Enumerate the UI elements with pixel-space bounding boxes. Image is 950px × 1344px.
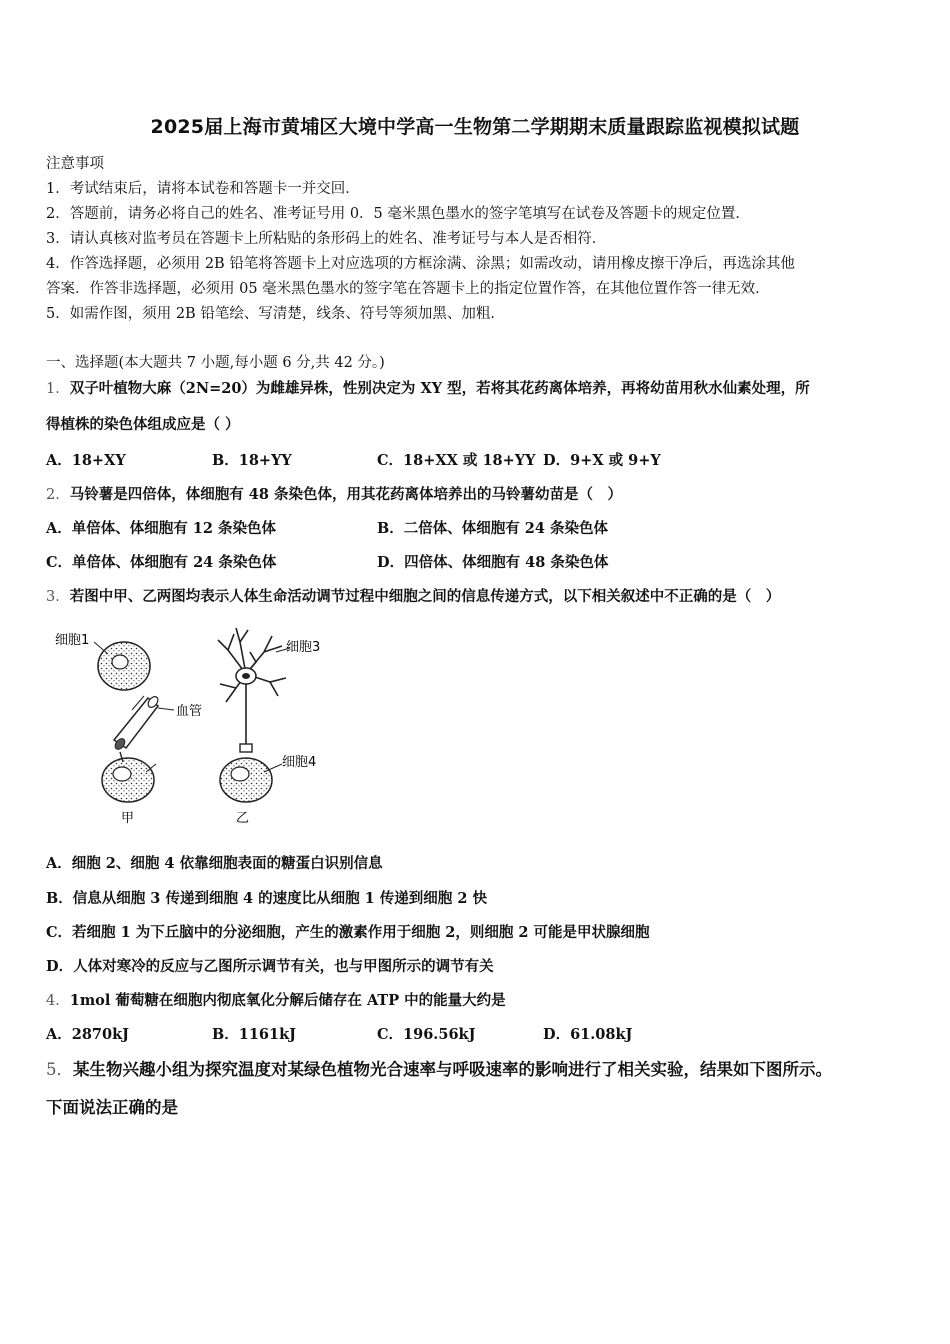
q4-option-b[interactable]: B．1161kJ (212, 1026, 297, 1043)
q1-option-a[interactable]: A．18+XY (46, 452, 126, 469)
notice-item: 2．答题前，请务必将自己的姓名、准考证号用 0．5 毫米黑色墨水的签字笔填写在试卷及答题卡的规定位置． (46, 206, 750, 222)
cell4-body (220, 758, 272, 802)
q4-option-c[interactable]: C．196.56kJ (377, 1026, 476, 1043)
notice-item: 1．考试结束后，请将本试卷和答题卡一并交回． (46, 181, 360, 197)
neuron-cell3 (218, 628, 286, 744)
question-5-stem: 5．某生物兴趣小组为探究温度对某绿色植物光合速率与呼吸速率的影响进行了相关实验，结果如下图所示。 (46, 1060, 832, 1079)
question-number: 4． (46, 993, 70, 1009)
cell4-nucleus (231, 767, 249, 781)
notice-item: 5．如需作图，须用 2B 铅笔绘、写清楚，线条、符号等须加黑、加粗． (46, 306, 505, 322)
notice-heading: 注意事项 (46, 156, 104, 172)
label-vessel: 血管 (176, 704, 203, 719)
blood-vessel (113, 695, 160, 751)
q2-option-d[interactable]: D．四倍体、体细胞有 48 条染色体 (377, 554, 609, 571)
q3-option-d[interactable]: D．人体对寒冷的反应与乙图所示调节有关，也与甲图所示的调节有关 (46, 958, 494, 975)
question-1-stem-cont: 得植株的染色体组成应是（ ） (46, 416, 240, 433)
question-number: 2． (46, 487, 70, 503)
section-heading: 一、选择题(本大题共 7 小题,每小题 6 分,共 42 分。) (46, 355, 385, 371)
label-cell1: 细胞1 (55, 633, 90, 648)
q4-option-a[interactable]: A．2870kJ (46, 1026, 130, 1043)
question-4-stem: 4．1mol 葡萄糖在细胞内彻底氧化分解后储存在 ATP 中的能量大约是 (46, 992, 506, 1009)
question-2-stem: 2．马铃薯是四倍体，体细胞有 48 条染色体，用其花药离体培养出的马铃薯幼苗是（ ） (46, 486, 623, 503)
synapse-knob (240, 744, 252, 752)
label-yi: 乙 (236, 811, 250, 826)
q2-option-a[interactable]: A．单倍体、体细胞有 12 条染色体 (46, 520, 277, 537)
page-title: 2025届上海市黄埔区大境中学高一生物第二学期期末质量跟踪监视模拟试题 (150, 116, 800, 138)
q4-option-d[interactable]: D．61.08kJ (543, 1026, 633, 1043)
question-5-stem-cont: 下面说法正确的是 (46, 1098, 178, 1117)
question-number: 3． (46, 589, 70, 605)
q1-option-b[interactable]: B．18+YY (212, 452, 292, 469)
label-jia: 甲 (121, 811, 135, 826)
notice-item: 3．请认真核对监考员在答题卡上所粘贴的条形码上的姓名、准考证号与本人是否相符． (46, 231, 607, 247)
question-number: 5． (46, 1060, 73, 1079)
q2-option-b[interactable]: B．二倍体、体细胞有 24 条染色体 (377, 520, 609, 537)
q3-option-c[interactable]: C．若细胞 1 为下丘脑中的分泌细胞，产生的激素作用于细胞 2，则细胞 2 可能是甲状腺细胞 (46, 924, 650, 941)
q2-option-c[interactable]: C．单倍体、体细胞有 24 条染色体 (46, 554, 277, 571)
cell2-nucleus (113, 767, 131, 781)
label-cell4: 细胞4 (282, 755, 317, 770)
notice-item: 答案．作答非选择题，必须用 05 毫米黑色墨水的签字笔在答题卡上的指定位置作答，在其他位置作答一律无效． (46, 281, 770, 297)
notice-item: 4．作答选择题，必须用 2B 铅笔将答题卡上对应选项的方框涂满、涂黑；如需改动，请用橡皮擦干净后，再选涂其他 (46, 256, 795, 272)
cell2-body (102, 758, 154, 802)
question-3-stem: 3．若图中甲、乙两图均表示人体生命活动调节过程中细胞之间的信息传递方式，以下相关叙述中不正确的是（ ） (46, 588, 781, 605)
cell1-nucleus (112, 655, 128, 669)
q1-option-c[interactable]: C．18+XX 或 18+YY (377, 452, 536, 469)
q1-option-d[interactable]: D．9+X 或 9+Y (543, 452, 661, 469)
cell3-nucleus (242, 673, 250, 679)
question-number: 1． (46, 381, 70, 397)
label-cell3: 细胞3 (286, 640, 321, 655)
question-1-stem: 1．双子叶植物大麻（2N=20）为雌雄异株，性别决定为 XY 型，若将其花药离体培养，再将幼苗用秋水仙素处理，所 (46, 380, 810, 397)
q3-option-b[interactable]: B．信息从细胞 3 传递到细胞 4 的速度比从细胞 1 传递到细胞 2 快 (46, 890, 487, 907)
cell-signaling-figure (50, 622, 340, 832)
q3-option-a[interactable]: A．细胞 2、细胞 4 依靠细胞表面的糖蛋白识别信息 (46, 855, 383, 872)
